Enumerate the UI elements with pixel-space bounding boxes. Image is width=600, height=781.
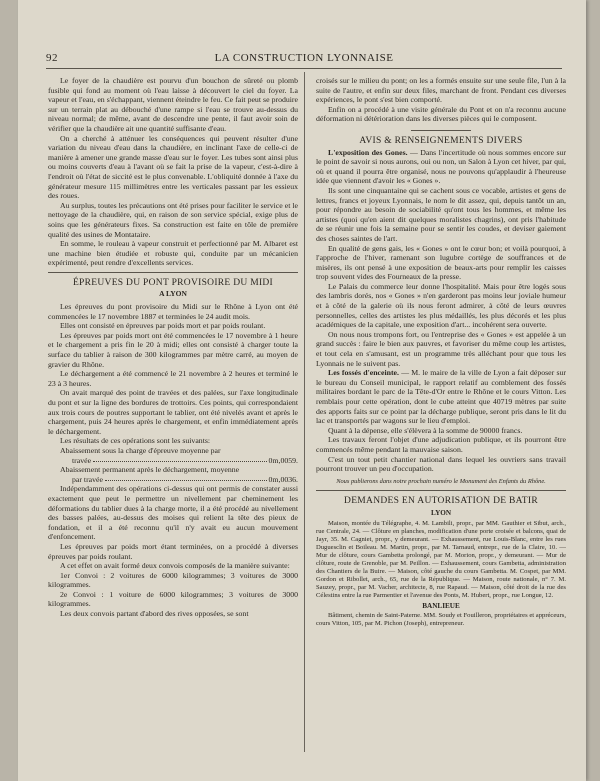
- left-column: [48, 76, 298, 619]
- page-header: [46, 52, 562, 66]
- paragraph: En qualité de gens gais, les « Gones » ont le cœur bon; et voilà pourquoi, à l'approche de l'hiver, ramenant son lugubre cortège de souffrances et de misères, ils ont pensé à une exposition de beaux-arts pour remplir les caisses trop souvent vides des Fourneaux de la presse.: [316, 243, 566, 282]
- paragraph: On a cherché à atténuer les conséquences qui peuvent résulter d'une variation du niveau d'eau dans la chaudière, en inclinant l'axe de celle-ci de manière à amener une grande masse d'eau sur le foyer. Les tubes sont ainsi plus ou moins couverts d'eau à l'avant où se fait la prise de la vapeur, c'est-à-dire à l'endroit où l'état de siccité est le plus convenable. L'obliquité donnée à l'axe du générateur mesure 115 millimètres entre les verticales passant par les essieux des roues.: [48, 133, 298, 201]
- measure-label: travée: [72, 455, 92, 465]
- avis-title: AVIS & RENSEIGNEMENTS DIVERS: [359, 135, 523, 146]
- column-divider: [304, 72, 305, 752]
- paragraph: Au surplus, toutes les précautions ont été prises pour faciliter le service et le nettoyage de la chaudière, qui, en raison de son service spécial, exige plus de soins que les générateurs fixes. Sa construction est faite en tôle de première qualité des usines de Montataire.: [48, 200, 298, 239]
- fosses-lead: Les fossés d'enceinte.: [328, 368, 399, 378]
- avis-lead: L'exposition des Gones.: [328, 147, 408, 157]
- measure-row: [48, 456, 298, 466]
- measure-value: 0m,0036.: [268, 474, 298, 484]
- editorial-note: Nous publierons dans notre prochain numéro le Monument des Enfants du Rhône.: [336, 477, 546, 485]
- measure-label: par travée: [72, 474, 103, 484]
- paragraph: [316, 368, 566, 426]
- paragraph: Le foyer de la chaudière est pourvu d'un bouchon de sûreté ou plomb fusible qui fond au moment où l'eau laisse à découvert le ciel du foyer. La vapeur et l'eau, en s'échappant, viennent éteindre le feu. Ce fait peut se produire sur un terrain plat au débouché d'une rampe si l'eau se trouve au-dessus du niveau normal; de même, avant de descendre une pente, il faut avoir soin de vérifier que la chaudière ait une quantité suffisante d'eau.: [48, 76, 298, 133]
- paragraph: Les deux convois partant d'abord des rives opposées, se sont: [60, 609, 249, 619]
- paragraph-text: — M. le maire de la ville de Lyon a fait déposer sur le bureau du Conseil municipal, le rapport relatif au comblement des fossés militaires bordant le parc de la Tête-d'Or entre le Rhône et le cours Vitton. Les remblais pour cette opération, dont le cube atteint que 40719 mètres par suite des apports faits sur ce point par la décharge publique, seront pris dans le lit du lac et transportés par wagons sur le lieu d'emploi.: [316, 368, 566, 426]
- paragraph: Les épreuves par poids mort étant terminées, on a procédé à diverses épreuves par poids roulant.: [48, 541, 298, 561]
- section-title: ÉPREUVES DU PONT PROVISOIRE DU MIDI: [72, 277, 274, 288]
- permit-list: Bâtiment, chemin de Saint-Paterne. MM. Soudy et Fouilleron, propriétaires et appréceurs, cours Vitton, 105, par M. Pichon (Joseph), entrepreneur.: [316, 612, 566, 628]
- paragraph: Les épreuves par poids mort ont été commencées le 17 novembre à 1 heure et le chargement a pris fin le 20 à midi; elles ont consisté à charger toute la surface du tablier à raison de 300 kilogrammes par mètre carré, au moyen de gravier du Rhône.: [48, 330, 298, 369]
- paragraph: Les travaux feront l'objet d'une adjudication publique, et ils pourront être commencés même pendant la mauvaise saison.: [316, 435, 566, 454]
- paragraph: Ils sont une cinquantaine qui se cachent sous ce vocable, artistes et gens de lettres, francs et joyeux Lyonnais, le nom le dit assez, qui, depuis tantôt un an, pour répondre au besoin de sociabilité qu'ont tous les hommes, et même les artistes (quoi qu'en aient dit quelques moralistes chagrins), ont pris l'habitude de se réunir une fois la semaine pour se sentir les coudes, et deviser gaiement des choses saintes de l'art.: [316, 185, 566, 243]
- paragraph: Abaissement sous la charge d'épreuve moyenne par: [60, 445, 221, 455]
- permit-list: Maison, montée du Télégraphe, 4. M. Lambili, propr., par MM. Gauthier et Sibut, arch., rue Centrale, 24. — Clôture en planches, modification d'une porte croisée et balcons, quai de Jayr, 35. M. Cagniet, propr., y demeurant. — Exhaussement, rue Louis-Blanc, entre les rues Duguesclin et Boileau. M. Martin, propr., par M. Tarnaud, entrepr., rue de la Claire, 10. — Mur de clôture, cours Gambetta prolongé, par M. Morion, propr., y demeurant. — Mur de clôture, route de Grenoble, par M. Peillon. — Exhaussement, cours Gambetta, administration des Chantiers de la Buire. — Maison, côté gauche du cours Gambetta. M. Cospet, par MM. Gordon et Ribollet, arch., 65, rue de la République. — Maison, route nationale, n° 7. M. Sauzey, propr., par M. Vacher, architecte, 8, rue Rapaud. — Maison, côté droit de la rue des Célestins entre la rue Parmentier et l'avenue des Ponts, M. Hubert, propr., rue Longue, 12.: [316, 519, 566, 599]
- city-heading: BANLIEUE: [422, 601, 460, 610]
- section-rule: [316, 490, 566, 491]
- section-rule: [411, 130, 471, 131]
- paragraph: C'est un tout petit chantier national dans lequel les ouvriers sans travail pourront trouver un peu d'occupation.: [316, 454, 566, 474]
- paragraph: Le Palais du commerce leur donne l'hospitalité. Mais pour être logés sous des lambris dorés, nos « Gones » n'en garderont pas moins leur joviale humeur et à côté de la galerie où ils nous feront admirer, à côté de leurs œuvres personnelles, celles des artistes les plus médaillés, les plus décorés et les plus académiques de la capitale, une exposition d'art... incohérent sera ouverte.: [316, 281, 566, 330]
- paragraph: 2e Convoi : 1 voiture de 6000 kilogrammes; 3 voitures de 3000 kilogrammes.: [48, 589, 298, 609]
- city-heading: LYON: [430, 508, 452, 517]
- header-rule: [46, 68, 562, 69]
- paragraph: Indépendamment des opérations ci-dessus qui ont permis de constater aussi exactement que peut le permettre un nivellement par cheminement les déformations du tablier dues à la charge morte, il a été procédé au nivellement des basses palées, au-dessus des moises qui relient la tête des pieux de fondation, et il a été reconnu qu'il n'y avait eu aucun mouvement d'enfoncement.: [48, 484, 298, 542]
- paragraph: On avait marqué des point de travées et des palées, sur l'axe longitudinale du pont et sur la ligne des bordures de trottoirs. Ces points, qui correspondaient aux trois cours de poutres supportant le tablier, ont été nivelés avant et après le chargement, puis 24 heures après le chargement, et enfin immédiatement après le déchargement.: [48, 388, 298, 436]
- paragraph: On nous nous trompons fort, ou l'entreprise des « Gones » est appelée à un grand succès : faire le bien aux pauvres, et favoriser du même coup les artistes, et tout cela en s'amusant, est un programme très alléchant pour que tous les Lyonnais ne le suivent pas.: [316, 329, 566, 368]
- measure-value: 0m,0059.: [268, 455, 298, 465]
- paragraph: Les épreuves du pont provisoire du Midi sur le Rhône à Lyon ont été commencées le 17 novembre 1887 et terminées le 24 audit mois.: [48, 302, 298, 321]
- right-column: [316, 76, 566, 628]
- paragraph: Abaissement permanent après le déchargement, moyenne: [60, 465, 240, 475]
- paragraph: En somme, le rouleau à vapeur construit et perfectionné par M. Albaret est une machine bien étudiée et robuste qui, conduite par un mécanicien expérimenté, peut rendre d'excellents services.: [48, 239, 298, 268]
- dot-leader: [105, 475, 267, 482]
- journal-title: LA CONSTRUCTION LYONNAISE: [214, 52, 394, 64]
- paragraph: croisés sur le milieu du pont; on les a formés ensuite sur une seule file, l'un à la suite de l'autre, et enfin sur deux files, marchant de front. Pendant ces diverses expériences, le pont s'est bien comporté.: [316, 76, 566, 105]
- dot-leader: [93, 456, 266, 463]
- section-rule: [48, 272, 298, 273]
- page-number: 92: [46, 52, 58, 64]
- paragraph: Enfin on a procédé à une visite générale du Pont et on n'a reconnu aucune déformation ni détérioration dans les diverses pièces qui le composent.: [316, 104, 566, 124]
- section-place: A LYON: [159, 289, 187, 299]
- paragraph-text: — Dans l'incertitude où nous sommes encore sur le point de savoir si nous aurons, oui ou non, un Salon à Lyon cet hiver, par qui, où et quand il pourra être organisé, nous ne pouvons qu'applaudir à l'heureuse idée que viennent d'avoir les « Gones ».: [316, 147, 566, 186]
- paragraph: Elles ont consisté en épreuves par poids mort et par poids roulant.: [60, 321, 266, 331]
- measure-row: [48, 475, 298, 485]
- paragraph: A cet effet on avait formé deux convois composés de la manière suivante:: [60, 561, 290, 571]
- paragraph: 1er Convoi : 2 voitures de 6000 kilogrammes; 3 voitures de 3000 kilogrammes.: [48, 570, 298, 590]
- paragraph: Le déchargement a été commencé le 21 novembre à 2 heures et terminé le 23 à 3 heures.: [48, 369, 298, 388]
- paragraph: Les résultats de ces opérations sont les suivants:: [60, 436, 211, 446]
- demandes-title: DEMANDES EN AUTORISATION DE BATIR: [344, 496, 538, 507]
- paragraph: Quant à la dépense, elle s'élèvera à la somme de 90000 francs.: [328, 425, 523, 435]
- paragraph: [316, 148, 566, 186]
